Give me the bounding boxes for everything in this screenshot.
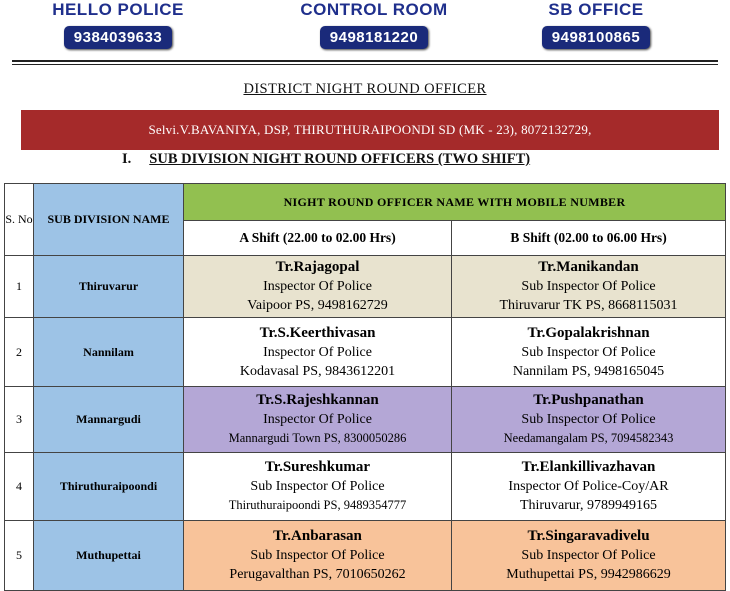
row-sno: 3: [5, 387, 34, 453]
shift-a-officer: [184, 256, 452, 318]
col-sno-header: S. No: [5, 184, 34, 256]
officer-name: Tr.Rajagopal: [275, 259, 360, 275]
row-sub-division: Mannargudi: [34, 387, 184, 453]
contact-header: [0, 0, 730, 62]
hello-police-number: 9384039633: [64, 26, 172, 49]
officer-station: Needamangalam PS, 7094582343: [503, 431, 674, 445]
shift-a-header: A Shift (22.00 to 02.00 Hrs): [184, 221, 452, 256]
officer-name: Tr.Sureshkumar: [264, 459, 371, 475]
officer-station: Mannargudi Town PS, 8300050286: [228, 431, 407, 445]
officer-rank: Inspector Of Police: [263, 412, 372, 427]
officer-station: Vaipoor PS, 9498162729: [247, 298, 388, 313]
officer-rank: Inspector Of Police: [263, 279, 372, 294]
row-sub-division: Thiruthuraipoondi: [34, 453, 184, 521]
control-room-box: [274, 0, 474, 49]
control-room-title: CONTROL ROOM: [300, 0, 448, 19]
shift-a-officer: [184, 521, 452, 591]
section-title-text: SUB DIVISION NIGHT ROUND OFFICERS (TWO SHIFT): [149, 151, 531, 167]
officer-name: Tr.Pushpanathan: [533, 392, 644, 408]
officer-rank: Sub Inspector Of Police: [250, 548, 385, 563]
shift-b-officer: [452, 521, 726, 591]
section-title: [122, 151, 530, 168]
officer-name: Tr.S.Rajeshkannan: [256, 392, 379, 408]
col-sub-division-header: SUB DIVISION NAME: [34, 184, 184, 256]
row-sub-division: Muthupettai: [34, 521, 184, 591]
officer-name: Tr.Anbarasan: [273, 528, 362, 544]
officer-rank: Sub Inspector Of Police: [250, 479, 385, 494]
table-header-row: [5, 184, 726, 221]
shift-a-officer: [184, 453, 452, 521]
officer-name: Tr.Manikandan: [538, 259, 639, 275]
col-officer-header: NIGHT ROUND OFFICER NAME WITH MOBILE NUMBER: [184, 184, 726, 221]
shift-b-officer: [452, 256, 726, 318]
row-sno: 4: [5, 453, 34, 521]
officer-station: Thiruthuraipoondi PS, 9489354777: [228, 498, 407, 512]
shift-b-officer: [452, 453, 726, 521]
night-round-table: [4, 183, 726, 591]
officer-station: Thiruvarur, 9789949165: [519, 498, 658, 513]
table-row: [5, 256, 726, 318]
table-row: [5, 453, 726, 521]
section-number: I.: [122, 151, 132, 167]
sb-office-number: 9498100865: [542, 26, 650, 49]
officer-station: Thiruvarur TK PS, 8668115031: [499, 298, 678, 313]
row-sub-division: Thiruvarur: [34, 256, 184, 318]
officer-rank: Sub Inspector Of Police: [521, 344, 656, 360]
shift-b-header: B Shift (02.00 to 06.00 Hrs): [452, 221, 726, 256]
officer-name: Tr.S.Keerthivasan: [259, 324, 376, 341]
shift-a-officer: [184, 387, 452, 453]
header-divider-bottom: [12, 64, 718, 65]
shift-b-officer: [452, 387, 726, 453]
sb-office-box: [496, 0, 696, 49]
sb-office-title: SB OFFICE: [548, 0, 644, 19]
district-officer-banner: Selvi.V.BAVANIYA, DSP, THIRUTHURAIPOONDI SD (MK - 23), 8072132729,: [21, 110, 719, 150]
officer-name: Tr.Elankillivazhavan: [521, 459, 656, 475]
header-divider-top: [12, 60, 718, 62]
officer-rank: Inspector Of Police-Coy/AR: [508, 479, 669, 494]
officer-name: Tr.Singaravadivelu: [527, 528, 650, 544]
row-sno: 1: [5, 256, 34, 318]
officer-station: Perugavalthan PS, 7010650262: [229, 567, 406, 582]
row-sub-division: Nannilam: [34, 318, 184, 387]
row-sno: 5: [5, 521, 34, 591]
officer-rank: Sub Inspector Of Police: [521, 412, 656, 427]
district-title: DISTRICT NIGHT ROUND OFFICER: [243, 81, 487, 97]
officer-rank: Inspector Of Police: [263, 344, 372, 360]
table-row: [5, 387, 726, 453]
officer-station: Nannilam PS, 9498165045: [512, 363, 665, 379]
hello-police-title: HELLO POLICE: [52, 0, 184, 19]
officer-rank: Sub Inspector Of Police: [521, 279, 656, 294]
shift-b-officer: [452, 318, 726, 387]
officer-rank: Sub Inspector Of Police: [521, 548, 656, 563]
row-sno: 2: [5, 318, 34, 387]
officer-name: Tr.Gopalakrishnan: [527, 324, 650, 341]
hello-police-box: [18, 0, 218, 49]
control-room-number: 9498181220: [320, 26, 428, 49]
shift-a-officer: [184, 318, 452, 387]
table-row: [5, 318, 726, 387]
officer-station: Kodavasal PS, 9843612201: [239, 363, 396, 379]
table-row: [5, 521, 726, 591]
officer-station: Muthupettai PS, 9942986629: [506, 567, 671, 582]
